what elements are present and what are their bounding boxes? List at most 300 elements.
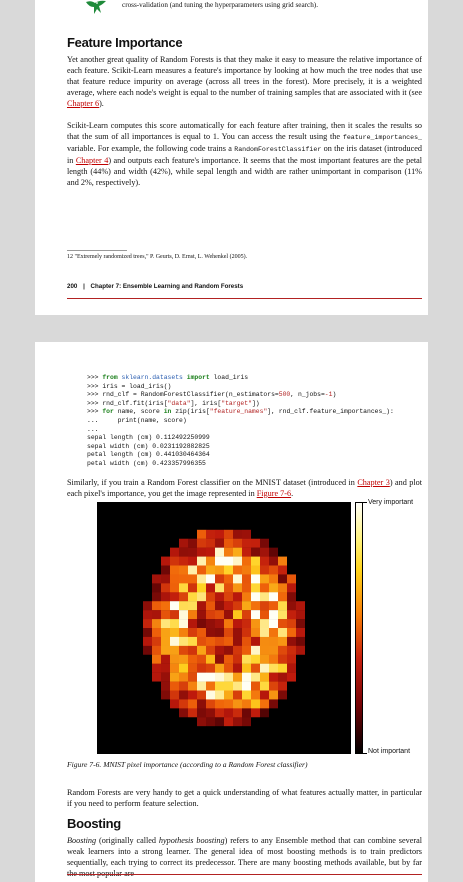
heatmap-pixel (332, 717, 341, 726)
heatmap-pixel (206, 539, 215, 548)
heatmap-pixel (161, 744, 170, 753)
heatmap-pixel (233, 530, 242, 539)
heatmap-pixel (242, 744, 251, 753)
heatmap-pixel (224, 646, 233, 655)
heatmap-pixel (170, 530, 179, 539)
heatmap-pixel (242, 699, 251, 708)
colorbar-tick-top (363, 502, 367, 503)
heatmap-pixel (215, 691, 224, 700)
heatmap-pixel (152, 557, 161, 566)
heatmap-pixel (170, 735, 179, 744)
heatmap-pixel (314, 637, 323, 646)
heatmap-pixel (278, 539, 287, 548)
heatmap-pixel (125, 601, 134, 610)
heatmap-pixel (278, 744, 287, 753)
heatmap-pixel (98, 637, 107, 646)
heatmap-pixel (314, 619, 323, 628)
heatmap-pixel (107, 699, 116, 708)
heatmap-pixel (161, 601, 170, 610)
heatmap-pixel (215, 557, 224, 566)
heatmap-pixel (197, 592, 206, 601)
heatmap-pixel (107, 521, 116, 530)
heatmap-pixel (278, 619, 287, 628)
heatmap-pixel (251, 521, 260, 530)
heatmap-pixel (224, 566, 233, 575)
heatmap-pixel (197, 655, 206, 664)
heatmap-pixel (323, 521, 332, 530)
heatmap-pixel (323, 512, 332, 521)
heatmap-pixel (287, 637, 296, 646)
heatmap-pixel (206, 735, 215, 744)
heatmap-pixel (278, 735, 287, 744)
heatmap-pixel (233, 646, 242, 655)
heatmap-pixel (305, 503, 314, 512)
code-line: ... (87, 425, 99, 433)
heatmap-pixel (143, 735, 152, 744)
heatmap-pixel (206, 646, 215, 655)
heatmap-pixel (278, 583, 287, 592)
heatmap-pixel (125, 637, 134, 646)
heatmap-pixel (206, 628, 215, 637)
heatmap-pixel (332, 557, 341, 566)
heatmap-pixel (134, 512, 143, 521)
heatmap-pixel (224, 601, 233, 610)
heatmap-pixel (206, 664, 215, 673)
book-page-200 (35, 0, 428, 315)
heatmap-pixel (107, 503, 116, 512)
code-line: sepal width (cm) 0.0231192882825 (87, 442, 210, 450)
heatmap-pixel (125, 744, 134, 753)
heatmap-pixel (125, 699, 134, 708)
heatmap-pixel (143, 548, 152, 557)
heatmap-pixel (242, 601, 251, 610)
heatmap-pixel (206, 601, 215, 610)
heatmap-pixel (143, 637, 152, 646)
book-page-201 (35, 342, 428, 882)
heatmap-pixel (98, 601, 107, 610)
heatmap-pixel (251, 682, 260, 691)
text-run: ) and outputs each feature's importance. It seems that the most important features are the petal length (44%) and width (42%), while sepal length and width are rather unimportant in comparison (11% and 2%, respectively). (67, 155, 423, 187)
heatmap-pixel (332, 646, 341, 655)
heatmap-pixel (197, 726, 206, 735)
heatmap-pixel (341, 548, 350, 557)
heatmap-pixel (188, 726, 197, 735)
text-run: ) refers to any Ensemble method that can combine several weak learners into a strong learner. The general idea of most boosting methods is to train predictors sequentially, each trying to correct its predecessor. There are many boosting methods available, but by far (67, 836, 422, 867)
heatmap-pixel (242, 548, 251, 557)
heatmap-pixel (179, 735, 188, 744)
heatmap-pixel (197, 628, 206, 637)
heatmap-pixel (161, 708, 170, 717)
heatmap-pixel (278, 628, 287, 637)
heatmap-pixel (206, 503, 215, 512)
heatmap-pixel (143, 664, 152, 673)
heatmap-pixel (152, 664, 161, 673)
heatmap-pixel (170, 664, 179, 673)
heatmap-pixel (296, 566, 305, 575)
heatmap-pixel (134, 726, 143, 735)
heatmap-pixel (278, 521, 287, 530)
heatmap-pixel (125, 646, 134, 655)
heatmap-pixel (161, 699, 170, 708)
heatmap-pixel (341, 557, 350, 566)
text-run: ). (99, 98, 104, 108)
heatmap-pixel (143, 557, 152, 566)
heading-feature-importance: Feature Importance (67, 35, 183, 50)
heatmap-pixel (287, 735, 296, 744)
heatmap-pixel (278, 699, 287, 708)
heatmap-pixel (197, 735, 206, 744)
heatmap-pixel (125, 619, 134, 628)
heatmap-pixel (188, 699, 197, 708)
heatmap-pixel (305, 619, 314, 628)
heatmap-pixel (215, 583, 224, 592)
heatmap-pixel (188, 708, 197, 717)
footer-separator: | (83, 283, 85, 290)
heatmap-pixel (233, 557, 242, 566)
heatmap-pixel (269, 583, 278, 592)
heatmap-pixel (332, 655, 341, 664)
heatmap-pixel (314, 566, 323, 575)
heatmap-pixel (152, 637, 161, 646)
heatmap-pixel (269, 637, 278, 646)
heatmap-pixel (179, 691, 188, 700)
heatmap-pixel (224, 530, 233, 539)
heatmap-pixel (134, 673, 143, 682)
heatmap-pixel (296, 717, 305, 726)
heatmap-pixel (224, 655, 233, 664)
heatmap-pixel (224, 557, 233, 566)
link-chapter-6[interactable]: Chapter 6 (67, 98, 100, 108)
heatmap-pixel (125, 655, 134, 664)
heatmap-pixel (305, 682, 314, 691)
heatmap-pixel (98, 726, 107, 735)
heatmap-pixel (188, 646, 197, 655)
heatmap-pixel (197, 744, 206, 753)
heatmap-pixel (314, 610, 323, 619)
heatmap-pixel (341, 691, 350, 700)
heatmap-pixel (98, 548, 107, 557)
heatmap-pixel (224, 548, 233, 557)
link-chapter-3[interactable]: Chapter 3 (357, 478, 390, 487)
heatmap-pixel (143, 708, 152, 717)
heatmap-pixel (332, 512, 341, 521)
heatmap-pixel (161, 726, 170, 735)
heatmap-pixel (287, 628, 296, 637)
heatmap-pixel (116, 637, 125, 646)
heatmap-pixel (341, 637, 350, 646)
heatmap-pixel (296, 610, 305, 619)
footer-chapter-title: Chapter 7: Ensemble Learning and Random Forests (90, 283, 244, 290)
link-figure-7-6[interactable]: Figure 7-6 (256, 488, 292, 498)
heatmap-pixel (251, 637, 260, 646)
heatmap-pixel (260, 655, 269, 664)
heatmap-pixel (242, 592, 251, 601)
heatmap-pixel (314, 682, 323, 691)
heatmap-pixel (341, 655, 350, 664)
code-line: >>> rnd_clf.fit(iris["data"], iris["target"]) (87, 399, 260, 407)
heatmap-pixel (251, 646, 260, 655)
heatmap-pixel (269, 521, 278, 530)
heatmap-pixel (269, 592, 278, 601)
heatmap-pixel (215, 601, 224, 610)
heatmap-pixel (269, 708, 278, 717)
heatmap-pixel (125, 673, 134, 682)
heatmap-pixel (215, 682, 224, 691)
heatmap-pixel (98, 619, 107, 628)
heatmap-pixel (260, 735, 269, 744)
heatmap-pixel (143, 717, 152, 726)
heatmap-pixel (152, 583, 161, 592)
heatmap-pixel (143, 521, 152, 530)
heatmap-pixel (287, 539, 296, 548)
heatmap-pixel (314, 574, 323, 583)
heatmap-pixel (215, 530, 224, 539)
heatmap-pixel (278, 726, 287, 735)
heatmap-pixel (179, 530, 188, 539)
heatmap-pixel (215, 673, 224, 682)
heatmap-pixel (278, 682, 287, 691)
heatmap-pixel (314, 735, 323, 744)
heatmap-pixel (314, 726, 323, 735)
heatmap-pixel (296, 557, 305, 566)
heatmap-pixel (314, 592, 323, 601)
heatmap-pixel (332, 566, 341, 575)
heatmap-pixel (341, 717, 350, 726)
heatmap-pixel (206, 717, 215, 726)
heatmap-pixel (143, 574, 152, 583)
heatmap-pixel (197, 548, 206, 557)
heatmap-pixel (179, 726, 188, 735)
link-chapter-4[interactable]: Chapter 4 (75, 155, 109, 165)
heatmap-pixel (314, 548, 323, 557)
heatmap-pixel (296, 726, 305, 735)
heatmap-pixel (107, 619, 116, 628)
heatmap-pixel (260, 682, 269, 691)
heatmap-pixel (125, 717, 134, 726)
heatmap-pixel (242, 717, 251, 726)
heatmap-pixel (287, 566, 296, 575)
heatmap-pixel (152, 503, 161, 512)
heatmap-pixel (143, 503, 152, 512)
heatmap-pixel (341, 521, 350, 530)
heatmap-pixel (269, 655, 278, 664)
heatmap-pixel (260, 610, 269, 619)
heatmap-pixel (197, 619, 206, 628)
heatmap-pixel (341, 619, 350, 628)
heatmap-pixel (98, 655, 107, 664)
heatmap-pixel (314, 530, 323, 539)
heatmap-pixel (287, 655, 296, 664)
heatmap-pixel (206, 682, 215, 691)
heatmap-pixel (323, 574, 332, 583)
heatmap-pixel (98, 530, 107, 539)
heatmap-pixel (341, 566, 350, 575)
heatmap-pixel (188, 628, 197, 637)
heatmap-pixel (206, 530, 215, 539)
heatmap-pixel (215, 503, 224, 512)
heatmap-pixel (152, 601, 161, 610)
heatmap-pixel (107, 557, 116, 566)
heatmap-pixel (323, 744, 332, 753)
heatmap-pixel (224, 708, 233, 717)
heatmap-pixel (116, 708, 125, 717)
heatmap-pixel (197, 646, 206, 655)
heatmap-pixel (170, 682, 179, 691)
heatmap-pixel (197, 691, 206, 700)
heatmap-pixel (161, 574, 170, 583)
heatmap-pixel (179, 717, 188, 726)
heatmap-pixel (197, 503, 206, 512)
heatmap-pixel (305, 557, 314, 566)
heatmap-pixel (134, 592, 143, 601)
heatmap-pixel (98, 699, 107, 708)
heatmap-pixel (197, 557, 206, 566)
heatmap-pixel (197, 539, 206, 548)
heatmap-pixel (341, 503, 350, 512)
heatmap-pixel (287, 548, 296, 557)
heatmap-pixel (107, 637, 116, 646)
heatmap-pixel (305, 566, 314, 575)
heatmap-pixel (269, 646, 278, 655)
heatmap-pixel (170, 628, 179, 637)
heatmap-pixel (278, 557, 287, 566)
heatmap-pixel (98, 566, 107, 575)
heatmap-pixel (107, 566, 116, 575)
heatmap-pixel (314, 583, 323, 592)
heatmap-pixel (161, 503, 170, 512)
heatmap-pixel (278, 664, 287, 673)
heatmap-pixel (161, 735, 170, 744)
figure-mnist-pixel-importance (97, 502, 351, 754)
heatmap-pixel (224, 539, 233, 548)
heatmap-pixel (323, 601, 332, 610)
heatmap-pixel (107, 646, 116, 655)
heatmap-pixel (260, 646, 269, 655)
heatmap-pixel (179, 744, 188, 753)
heatmap-pixel (305, 673, 314, 682)
heatmap-pixel (161, 539, 170, 548)
colorbar (355, 502, 363, 754)
heatmap-pixel (332, 619, 341, 628)
heatmap-pixel (278, 673, 287, 682)
heatmap-pixel (278, 646, 287, 655)
heatmap-pixel (179, 601, 188, 610)
heatmap-pixel (107, 655, 116, 664)
heatmap-pixel (152, 574, 161, 583)
heatmap-pixel (143, 628, 152, 637)
heatmap-pixel (269, 717, 278, 726)
text-run: . (291, 488, 294, 498)
heatmap-pixel (332, 682, 341, 691)
term-hypothesis-boosting: hypothesis boosting (158, 836, 225, 845)
heatmap-pixel (152, 548, 161, 557)
heatmap-pixel (242, 583, 251, 592)
heatmap-pixel (206, 512, 215, 521)
heatmap-pixel (134, 601, 143, 610)
heatmap-pixel (269, 503, 278, 512)
heatmap-pixel (197, 601, 206, 610)
heatmap-pixel (242, 566, 251, 575)
code-line: >>> iris = load_iris() (87, 382, 172, 390)
heatmap-pixel (98, 646, 107, 655)
heatmap-pixel (287, 512, 296, 521)
heatmap-pixel (116, 574, 125, 583)
heatmap-pixel (314, 708, 323, 717)
heatmap-pixel (341, 512, 350, 521)
heatmap-pixel (233, 592, 242, 601)
heatmap-pixel (305, 735, 314, 744)
heatmap-pixel (224, 628, 233, 637)
heatmap-pixel (341, 735, 350, 744)
heatmap-pixel (287, 691, 296, 700)
heatmap-pixel (179, 664, 188, 673)
heatmap-pixel (323, 548, 332, 557)
code-line: ... print(name, score) (87, 416, 187, 424)
footer-page-number: 200 (67, 283, 78, 290)
heatmap-pixel (296, 744, 305, 753)
heatmap-pixel (314, 539, 323, 548)
heatmap-pixel (233, 619, 242, 628)
heatmap-pixel (233, 548, 242, 557)
heatmap-pixel (188, 717, 197, 726)
heatmap-pixel (215, 646, 224, 655)
term-boosting: Boosting (67, 836, 97, 845)
heatmap-pixel (278, 717, 287, 726)
heatmap-pixel (215, 717, 224, 726)
heatmap-pixel (197, 664, 206, 673)
heatmap-pixel (260, 574, 269, 583)
heatmap-pixel (242, 726, 251, 735)
heatmap-pixel (260, 601, 269, 610)
heatmap-pixel (107, 512, 116, 521)
heatmap-pixel (287, 726, 296, 735)
heatmap-pixel (269, 539, 278, 548)
heatmap-pixel (251, 592, 260, 601)
heatmap-pixel (125, 539, 134, 548)
heatmap-pixel (260, 637, 269, 646)
heatmap-pixel (179, 539, 188, 548)
heatmap-pixel (107, 664, 116, 673)
heatmap-pixel (107, 691, 116, 700)
heatmap-pixel (224, 726, 233, 735)
heatmap-pixel (305, 548, 314, 557)
heatmap-pixel (179, 512, 188, 521)
continuation-text: cross-validation (and tuning the hyperparameters using grid search). (122, 1, 318, 9)
heatmap-pixel (269, 682, 278, 691)
heatmap-pixel (152, 539, 161, 548)
heatmap-pixel (215, 744, 224, 753)
heatmap-pixel (107, 708, 116, 717)
heatmap-pixel (314, 664, 323, 673)
heatmap-pixel (341, 708, 350, 717)
heatmap-pixel (134, 744, 143, 753)
heatmap-pixel (323, 530, 332, 539)
heatmap-pixel (233, 673, 242, 682)
heatmap-pixel (242, 708, 251, 717)
heatmap-pixel (224, 637, 233, 646)
heatmap-pixel (251, 691, 260, 700)
heatmap-pixel (143, 530, 152, 539)
heatmap-pixel (215, 566, 224, 575)
heatmap-pixel (233, 691, 242, 700)
heatmap-pixel (287, 601, 296, 610)
heatmap-pixel (233, 682, 242, 691)
heatmap-pixel (224, 691, 233, 700)
heatmap-pixel (269, 699, 278, 708)
heatmap-pixel (341, 673, 350, 682)
heatmap-pixel (332, 548, 341, 557)
heatmap-pixel (188, 566, 197, 575)
